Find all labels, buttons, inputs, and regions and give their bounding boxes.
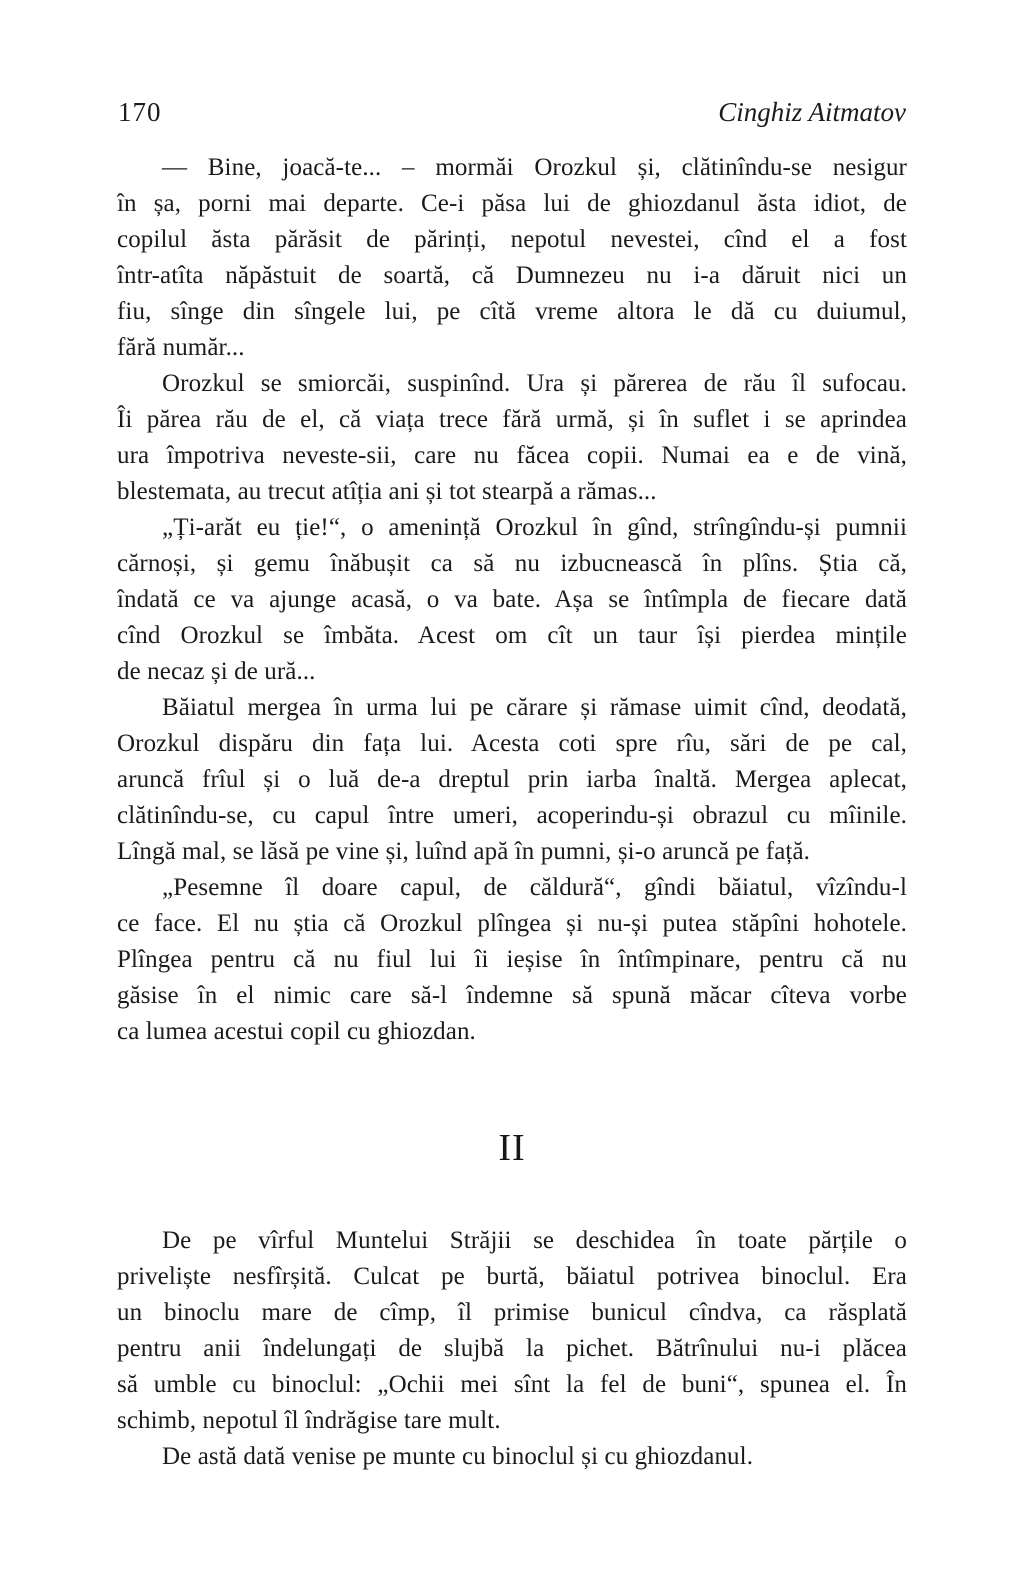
text-line: aruncă frîul și o luă de-a dreptul prin iarba înaltă. Mergea aplecat, xyxy=(117,766,907,793)
text-body xyxy=(117,150,907,1475)
running-title: Cinghiz Aitmatov xyxy=(718,97,906,127)
section-heading: II xyxy=(498,1127,526,1169)
text-line: De astă dată venise pe munte cu binoclul și cu ghiozdanul. xyxy=(162,1443,754,1470)
text-line: — Bine, joacă-te... – mormăi Orozkul și, clătinîndu-se nesigur xyxy=(162,154,907,181)
text-line: „Ți-arăt eu ție!“, o amenință Orozkul în gînd, strîngîndu-și pumnii xyxy=(162,514,907,541)
text-line: clătinîndu-se, cu capul între umeri, acoperindu-și obrazul cu mîinile. xyxy=(117,802,907,829)
text-line: ca lumea acestui copil cu ghiozdan. xyxy=(117,1018,476,1045)
paragraph xyxy=(117,150,907,366)
text-line: schimb, nepotul îl îndrăgise tare mult. xyxy=(117,1407,501,1434)
text-line: un binoclu mare de cîmp, îl primise bunicul cîndva, ca răsplată xyxy=(117,1299,907,1326)
text-line: De pe vîrful Muntelui Străjii se deschidea în toate părțile o xyxy=(162,1227,907,1254)
text-line: fără număr... xyxy=(117,334,245,361)
text-line: copilul ăsta părăsit de părinți, nepotul nevestei, cînd el a fost xyxy=(117,226,907,253)
text-line: priveliște nesfîrșită. Culcat pe burtă, băiatul potrivea binoclul. Era xyxy=(117,1263,907,1290)
paragraph xyxy=(117,1439,907,1475)
text-line: Plîngea pentru că nu fiul lui îi ieșise în întîmpinare, pentru că nu xyxy=(117,946,907,973)
running-header xyxy=(118,94,906,130)
paragraph xyxy=(117,870,907,1050)
text-line: ce face. El nu știa că Orozkul plîngea și nu-și putea stăpîni hohotele. xyxy=(117,910,907,937)
text-line: „Pesemne îl doare capul, de căldură“, gîndi băiatul, vîzîndu-l xyxy=(162,874,907,901)
text-line: în șa, porni mai departe. Ce-i păsa lui de ghiozdanul ăsta idiot, de xyxy=(117,190,907,217)
text-line: Orozkul dispăru din fața lui. Acesta coti spre rîu, sări de pe cal, xyxy=(117,730,907,757)
text-line: ura împotriva neveste-sii, care nu făcea copii. Numai ea e de vină, xyxy=(117,442,907,469)
paragraph xyxy=(117,510,907,690)
paragraph xyxy=(117,366,907,510)
text-line: Orozkul se smiorcăi, suspinînd. Ura și părerea de rău îl sufocau. xyxy=(162,370,907,397)
paragraph xyxy=(117,1223,907,1439)
text-line: găsise în el nimic care să-l îndemne să spună măcar cîteva vorbe xyxy=(117,982,907,1009)
text-line: pentru anii îndelungați de slujbă la pichet. Bătrînului nu-i plăcea xyxy=(117,1335,907,1362)
text-line: blestemata, au trecut atîția ani și tot stearpă a rămas... xyxy=(117,478,657,505)
text-line: cînd Orozkul se îmbăta. Acest om cît un taur își pierdea mințile xyxy=(117,622,907,649)
text-line: într-atîta năpăstuit de soartă, că Dumnezeu nu i-a dăruit nici un xyxy=(117,262,907,289)
text-line: Băiatul mergea în urma lui pe cărare și rămase uimit cînd, deodată, xyxy=(162,694,907,721)
text-line: Lîngă mal, se lăsă pe vine și, luînd apă în pumni, și-o aruncă pe față. xyxy=(117,838,811,865)
page-number: 170 xyxy=(118,97,162,127)
paragraph xyxy=(117,690,907,870)
text-line: de necaz și de ură... xyxy=(117,658,316,685)
text-line: să umble cu binoclul: „Ochii mei sînt la fel de buni“, spunea el. În xyxy=(117,1371,907,1398)
text-line: fiu, sînge din sîngele lui, pe cîtă vreme altora le dă cu duiumul, xyxy=(117,298,907,325)
text-line: îndată ce va ajunge acasă, o va bate. Așa se întîmpla de fiecare dată xyxy=(117,586,907,613)
text-line: Îi părea rău de el, că viața trece fără urmă, și în suflet i se aprindea xyxy=(117,406,907,433)
text-line: cărnoși, și gemu înăbușit ca să nu izbucnească în plîns. Știa că, xyxy=(117,550,907,577)
